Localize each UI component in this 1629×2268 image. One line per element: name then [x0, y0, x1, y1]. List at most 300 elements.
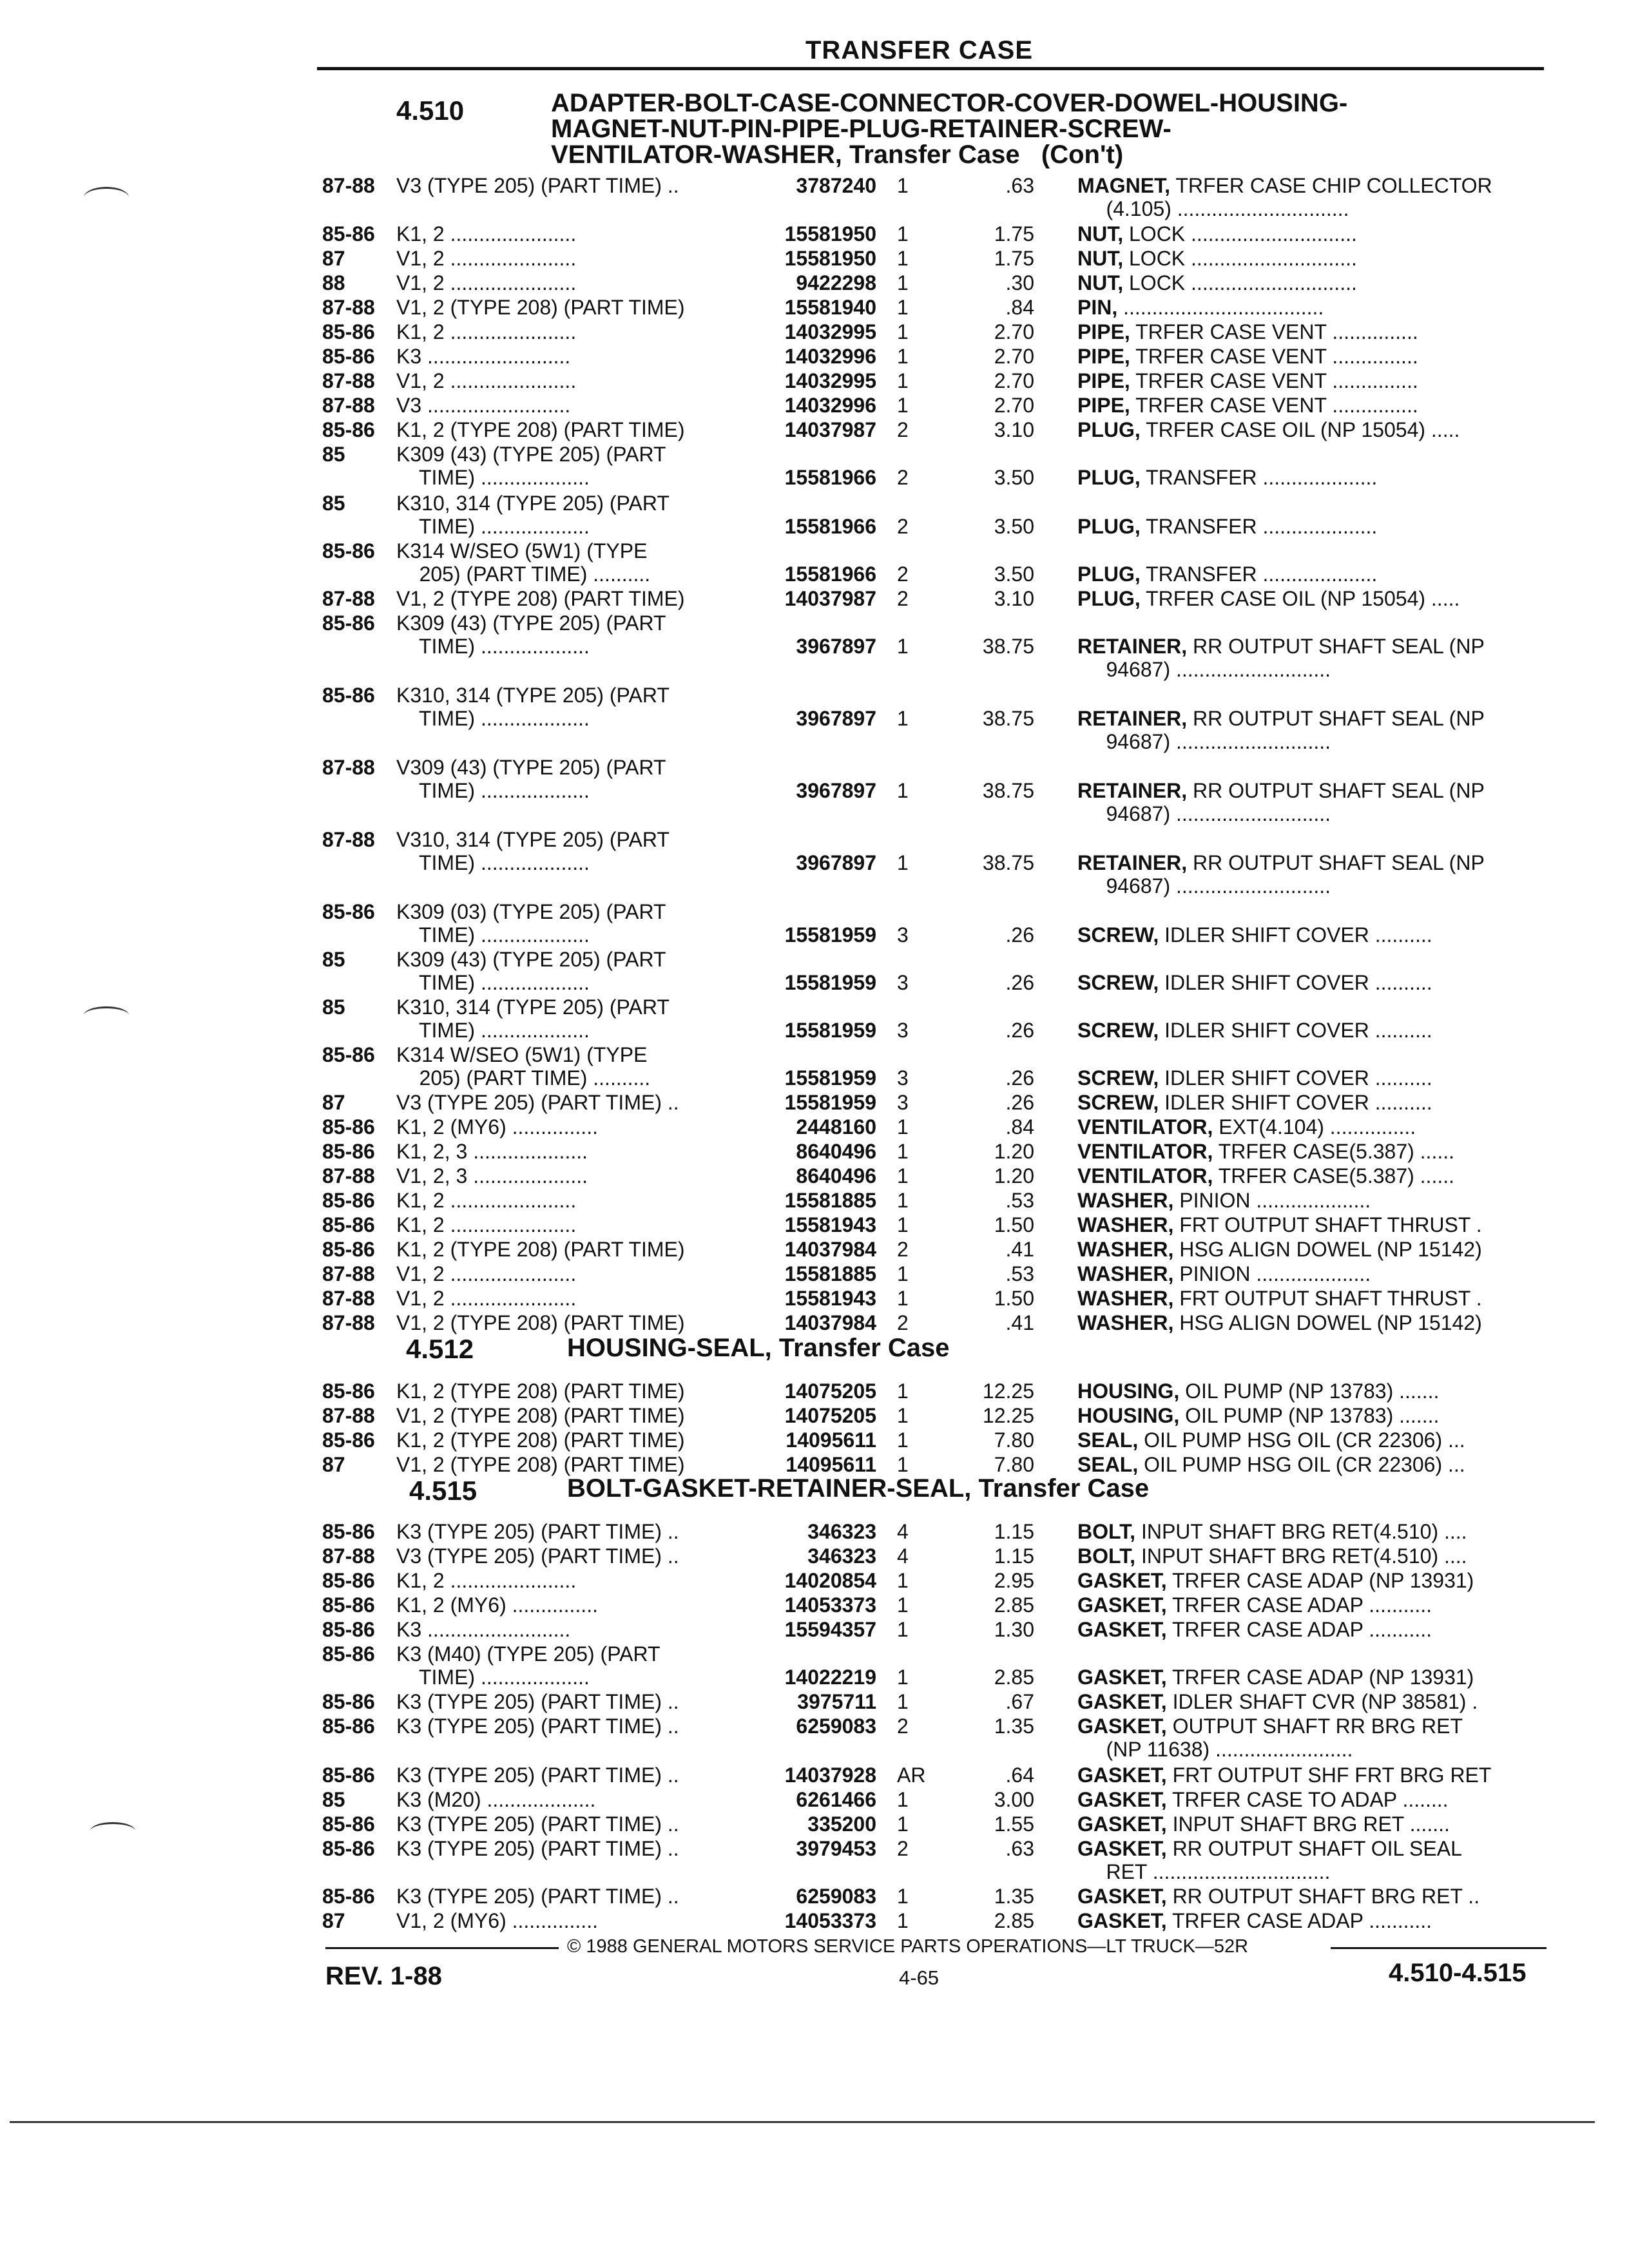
description-cell: [1077, 658, 1331, 681]
quantity: 1: [897, 1262, 909, 1285]
year-range: 85-86: [322, 1043, 375, 1066]
part-name: SCREW,: [1077, 1019, 1159, 1042]
description-cell: [1077, 1618, 1432, 1641]
model-cell: K3 (TYPE 205) (PART TIME) ..: [396, 1812, 679, 1836]
part-name: PLUG,: [1077, 587, 1141, 610]
description-cell: [1077, 1213, 1482, 1236]
model-cell: 205) (PART TIME) ..........: [396, 562, 651, 586]
quantity: 1: [897, 1189, 909, 1212]
part-name: PIPE,: [1077, 394, 1130, 417]
description-cell: [1077, 369, 1418, 392]
part-number: 8640496: [796, 1164, 876, 1187]
model-cell: K310, 314 (TYPE 205) (PART: [396, 684, 670, 707]
model-cell: TIME) ...................: [396, 1019, 590, 1042]
part-number: 14095611: [786, 1428, 876, 1452]
model-cell: TIME) ...................: [396, 851, 590, 874]
part-name: PLUG,: [1077, 562, 1141, 586]
part-name: SCREW,: [1077, 923, 1159, 947]
price: 3.50: [994, 515, 1034, 538]
quantity: 3: [897, 971, 909, 994]
part-name: GASKET,: [1077, 1909, 1167, 1932]
description-cell: [1077, 1544, 1467, 1568]
quantity: 2: [897, 1311, 909, 1334]
part-number: 14053373: [784, 1909, 876, 1932]
part-description: IDLER SHIFT COVER ..........: [1164, 971, 1432, 994]
section-title-line: BOLT-GASKET-RETAINER-SEAL,: [567, 1474, 972, 1503]
quantity: 1: [897, 1453, 909, 1476]
model-cell: V1, 2 (TYPE 208) (PART TIME): [396, 1404, 685, 1427]
part-number: 346323: [807, 1520, 876, 1543]
description-cell: [1077, 1287, 1482, 1310]
year-range: 85-86: [322, 1379, 375, 1403]
section-title-line: [551, 142, 1347, 168]
copyright: © 1988 GENERAL MOTORS SERVICE PARTS OPERATIONS—LT TRUCK—52R: [567, 1936, 1249, 1957]
model-cell: TIME) ...................: [396, 707, 590, 730]
section-title-line: ADAPTER-BOLT-CASE-CONNECTOR-COVER-DOWEL-HOUSING-: [551, 89, 1348, 117]
model-cell: K1, 2 ......................: [396, 1569, 577, 1592]
description-cell: [1077, 1262, 1371, 1285]
quantity: 1: [897, 1666, 909, 1689]
part-name: GASKET,: [1077, 1763, 1167, 1787]
quantity: 1: [897, 222, 909, 245]
description-cell: [1077, 197, 1349, 220]
part-description: LOCK .............................: [1129, 247, 1357, 270]
model-cell: K3 .........................: [396, 1618, 571, 1641]
part-number: 15581959: [784, 923, 876, 947]
part-description: TRFER CASE VENT ...............: [1135, 320, 1418, 343]
price: .26: [1005, 971, 1034, 994]
price: 7.80: [994, 1453, 1034, 1476]
model-cell: V1, 2 ......................: [396, 1287, 577, 1310]
quantity: 2: [897, 587, 909, 610]
part-description: TRANSFER ....................: [1146, 515, 1378, 538]
year-range: 87-88: [322, 587, 375, 610]
year-range: 87-88: [322, 1311, 375, 1334]
year-range: 85-86: [322, 1520, 375, 1543]
quantity: 1: [897, 174, 909, 197]
description-cell: [1077, 394, 1418, 417]
year-range: 87-88: [322, 1164, 375, 1187]
price: 3.00: [994, 1788, 1034, 1811]
price: .53: [1005, 1262, 1034, 1285]
model-cell: V310, 314 (TYPE 205) (PART: [396, 828, 670, 851]
part-number: 3967897: [796, 779, 876, 802]
year-range: 85-86: [322, 1690, 375, 1713]
part-description: PINION ....................: [1179, 1262, 1371, 1285]
description-cell: [1077, 587, 1460, 610]
part-description: LOCK .............................: [1129, 222, 1357, 245]
part-description: TRANSFER ....................: [1146, 562, 1378, 586]
year-range: 87-88: [322, 828, 375, 851]
part-description: TRFER CASE VENT ...............: [1135, 369, 1418, 392]
part-name: GASKET,: [1077, 1788, 1167, 1811]
price: .84: [1005, 1115, 1034, 1139]
part-name: RETAINER,: [1077, 707, 1188, 730]
part-number: 6259083: [796, 1715, 876, 1738]
quantity: 1: [897, 1690, 909, 1713]
description-cell: [1077, 539, 1083, 562]
year-range: 85-86: [322, 539, 375, 562]
description-cell: [1077, 271, 1357, 294]
part-number: 9422298: [796, 271, 876, 294]
description-cell: [1077, 1569, 1474, 1592]
part-number: 335200: [807, 1812, 876, 1836]
price: 1.35: [994, 1715, 1034, 1738]
quantity: 1: [897, 1428, 909, 1452]
description-cell: [1077, 1738, 1353, 1761]
page-number: 4-65: [899, 1966, 940, 1989]
part-description: OIL PUMP (NP 13783) .......: [1185, 1404, 1440, 1427]
revision: REV. 1-88: [325, 1962, 442, 1990]
description-cell: [1077, 1453, 1465, 1476]
description-cell: [1077, 1238, 1482, 1261]
part-description: INPUT SHAFT BRG RET .......: [1172, 1812, 1450, 1836]
part-name: MAGNET,: [1077, 174, 1170, 197]
description-cell: [1077, 345, 1418, 368]
quantity: 1: [897, 247, 909, 270]
quantity: 3: [897, 1019, 909, 1042]
price: 2.70: [994, 320, 1034, 343]
section-title-line: HOUSING-SEAL,: [567, 1334, 772, 1362]
part-number: 14032995: [784, 369, 876, 392]
model-cell: V1, 2 ......................: [396, 247, 577, 270]
model-cell: K3 (TYPE 205) (PART TIME) ..: [396, 1690, 679, 1713]
description-cell: [1077, 730, 1331, 753]
description-cell: [1077, 1066, 1432, 1090]
part-name: GASKET,: [1077, 1618, 1167, 1641]
model-cell: V1, 2 (TYPE 208) (PART TIME): [396, 1311, 685, 1334]
part-number: 14032996: [784, 345, 876, 368]
part-name: BOLT,: [1077, 1520, 1136, 1543]
description-cell: [1077, 851, 1485, 874]
section-title-line: MAGNET-NUT-PIN-PIPE-PLUG-RETAINER-SCREW-: [551, 115, 1171, 143]
part-name: PIN,: [1077, 296, 1118, 319]
part-name: SCREW,: [1077, 1091, 1159, 1114]
quantity: 1: [897, 707, 909, 730]
part-number: 14037984: [784, 1311, 876, 1334]
description-cell: [1077, 1520, 1467, 1543]
quantity: 1: [897, 635, 909, 658]
part-number: 15581959: [784, 1019, 876, 1042]
year-range: 85-86: [322, 1115, 375, 1139]
part-description: INPUT SHAFT BRG RET(4.510) ....: [1141, 1544, 1467, 1568]
part-description: TRFER CASE ADAP ...........: [1172, 1593, 1432, 1617]
quantity: 2: [897, 515, 909, 538]
year-range: 87-88: [322, 174, 375, 197]
description-cell: [1077, 923, 1432, 947]
description-cell: [1077, 320, 1418, 343]
description-cell: [1077, 1428, 1465, 1452]
price: .41: [1005, 1238, 1034, 1261]
part-number: 14075205: [784, 1404, 876, 1427]
section-title-suffix: Transfer Case: [778, 1334, 950, 1362]
part-number: 15581943: [784, 1287, 876, 1310]
model-cell: TIME) ...................: [396, 635, 590, 658]
part-description: TRFER CASE OIL (NP 15054) .....: [1146, 587, 1460, 610]
part-description: 94687) ...........................: [1083, 802, 1331, 825]
description-cell: [1077, 684, 1083, 707]
model-cell: TIME) ...................: [396, 971, 590, 994]
model-cell: V3 (TYPE 205) (PART TIME) ..: [396, 174, 679, 197]
part-description: TRFER CASE(5.387) ......: [1218, 1140, 1454, 1163]
part-description: OIL PUMP (NP 13783) .......: [1185, 1379, 1440, 1403]
part-name: PLUG,: [1077, 466, 1141, 489]
part-name: VENTILATOR,: [1077, 1164, 1213, 1187]
model-cell: TIME) ...................: [396, 779, 590, 802]
description-cell: [1077, 296, 1324, 319]
description-cell: [1077, 1642, 1083, 1666]
part-description: EXT(4.104) ...............: [1219, 1115, 1416, 1139]
section-range: 4.510-4.515: [1389, 1959, 1527, 1987]
description-cell: [1077, 635, 1485, 658]
part-description: RR OUTPUT SHAFT SEAL (NP: [1192, 851, 1485, 874]
model-cell: K3 (TYPE 205) (PART TIME) ..: [396, 1885, 679, 1908]
part-description: IDLER SHIFT COVER ..........: [1164, 1066, 1432, 1090]
part-number: 6261466: [796, 1788, 876, 1811]
description-cell: [1077, 1091, 1432, 1114]
part-name: PIPE,: [1077, 369, 1130, 392]
price: .30: [1005, 271, 1034, 294]
description-cell: [1077, 802, 1331, 825]
part-name: GASKET,: [1077, 1837, 1167, 1860]
part-name: SEAL,: [1077, 1428, 1139, 1452]
model-cell: K3 .........................: [396, 345, 571, 368]
price: 1.20: [994, 1164, 1034, 1187]
description-cell: [1077, 222, 1357, 245]
part-name: PLUG,: [1077, 515, 1141, 538]
part-number: 15594357: [784, 1618, 876, 1641]
model-cell: K309 (43) (TYPE 205) (PART: [396, 443, 666, 466]
description-cell: [1077, 1140, 1454, 1163]
quantity: 1: [897, 1909, 909, 1932]
quantity: 1: [897, 296, 909, 319]
section-title-suffix: Transfer Case: [978, 1474, 1150, 1503]
year-range: 87: [322, 1453, 345, 1476]
section-title: [551, 90, 1347, 168]
section-title: [567, 1475, 1149, 1501]
model-cell: V1, 2 (TYPE 208) (PART TIME): [396, 296, 685, 319]
part-description: OUTPUT SHAFT RR BRG RET: [1172, 1715, 1463, 1738]
quantity: 3: [897, 1091, 909, 1114]
description-cell: [1077, 1715, 1463, 1738]
description-cell: [1077, 418, 1460, 441]
part-number: 15581966: [784, 562, 876, 586]
description-cell: [1077, 1860, 1330, 1883]
part-number: 14095611: [786, 1453, 876, 1476]
section-title-line: VENTILATOR-WASHER,: [551, 140, 842, 169]
description-cell: [1077, 779, 1485, 802]
quantity: 2: [897, 1715, 909, 1738]
part-name: SEAL,: [1077, 1453, 1139, 1476]
part-name: VENTILATOR,: [1077, 1115, 1213, 1139]
description-cell: [1077, 828, 1083, 851]
year-range: 85-86: [322, 1140, 375, 1163]
part-name: SCREW,: [1077, 971, 1159, 994]
description-cell: [1077, 1043, 1083, 1066]
part-description: FRT OUTPUT SHAFT THRUST .: [1179, 1287, 1482, 1310]
quantity: 1: [897, 779, 909, 802]
price: .26: [1005, 923, 1034, 947]
part-number: 14020854: [784, 1569, 876, 1592]
price: 1.55: [994, 1812, 1034, 1836]
part-number: 14037987: [784, 418, 876, 441]
part-name: WASHER,: [1077, 1213, 1174, 1236]
model-cell: K309 (43) (TYPE 205) (PART: [396, 611, 666, 635]
price: 38.75: [982, 635, 1034, 658]
part-description: FRT OUTPUT SHF FRT BRG RET: [1172, 1763, 1492, 1787]
year-range: 85: [322, 1788, 345, 1811]
model-cell: V1, 2 (TYPE 208) (PART TIME): [396, 1453, 685, 1476]
part-description: LOCK .............................: [1129, 271, 1357, 294]
quantity: 2: [897, 1837, 909, 1860]
year-range: 87-88: [322, 756, 375, 779]
part-number: 6259083: [796, 1885, 876, 1908]
price: 1.75: [994, 247, 1034, 270]
price: 2.95: [994, 1569, 1034, 1592]
part-description: TRFER CASE(5.387) ......: [1218, 1164, 1454, 1187]
price: 38.75: [982, 779, 1034, 802]
year-range: 85-86: [322, 1569, 375, 1592]
description-cell: [1077, 1812, 1450, 1836]
year-range: 85-86: [322, 222, 375, 245]
quantity: 1: [897, 345, 909, 368]
part-name: PLUG,: [1077, 418, 1141, 441]
description-cell: [1077, 756, 1083, 779]
price: .63: [1005, 174, 1034, 197]
price: 1.35: [994, 1885, 1034, 1908]
description-cell: [1077, 1763, 1491, 1787]
description-cell: [1077, 948, 1083, 971]
price: 12.25: [982, 1379, 1034, 1403]
part-number: 15581966: [784, 466, 876, 489]
model-cell: V1, 2 (MY6) ...............: [396, 1909, 598, 1932]
quantity: 2: [897, 418, 909, 441]
header-rule: [317, 67, 1544, 70]
price: .64: [1005, 1763, 1034, 1787]
description-cell: [1077, 562, 1377, 586]
part-name: GASKET,: [1077, 1885, 1167, 1908]
model-cell: K3 (TYPE 205) (PART TIME) ..: [396, 1763, 679, 1787]
part-name: WASHER,: [1077, 1287, 1174, 1310]
model-cell: TIME) ...................: [396, 466, 590, 489]
price: 1.30: [994, 1618, 1034, 1641]
description-cell: [1077, 1885, 1480, 1908]
description-cell: [1077, 247, 1357, 270]
part-name: HOUSING,: [1077, 1379, 1180, 1403]
section-title-suffix: Transfer Case (Con't): [849, 140, 1124, 169]
model-cell: TIME) ...................: [396, 515, 590, 538]
part-name: BOLT,: [1077, 1544, 1136, 1568]
quantity: 1: [897, 1404, 909, 1427]
part-name: VENTILATOR,: [1077, 1140, 1213, 1163]
quantity: 1: [897, 1379, 909, 1403]
part-number: 14037987: [784, 587, 876, 610]
part-number: 8640496: [796, 1140, 876, 1163]
quantity: 4: [897, 1520, 909, 1543]
year-range: 85-86: [322, 1812, 375, 1836]
part-description: OIL PUMP HSG OIL (CR 22306) ...: [1144, 1453, 1465, 1476]
quantity: 1: [897, 394, 909, 417]
price: 2.70: [994, 345, 1034, 368]
year-range: 85: [322, 443, 345, 466]
part-number: 14037984: [784, 1238, 876, 1261]
price: 12.25: [982, 1404, 1034, 1427]
part-name: GASKET,: [1077, 1812, 1167, 1836]
part-description: RR OUTPUT SHAFT BRG RET ..: [1172, 1885, 1480, 1908]
year-range: 85: [322, 492, 345, 515]
quantity: AR: [897, 1763, 926, 1787]
part-description: IDLER SHIFT COVER ..........: [1164, 1091, 1432, 1114]
part-name: GASKET,: [1077, 1715, 1167, 1738]
description-cell: [1077, 1837, 1462, 1860]
part-name: GASKET,: [1077, 1666, 1167, 1689]
description-cell: [1077, 1115, 1416, 1139]
part-description: TRFER CASE ADAP (NP 13931): [1172, 1666, 1474, 1689]
year-range: 87-88: [322, 1287, 375, 1310]
part-description: FRT OUTPUT SHAFT THRUST .: [1179, 1213, 1482, 1236]
quantity: 1: [897, 1593, 909, 1617]
year-range: 85-86: [322, 1642, 375, 1666]
model-cell: V1, 2 ......................: [396, 271, 577, 294]
part-name: GASKET,: [1077, 1569, 1167, 1592]
footer-rule-left: [325, 1947, 559, 1949]
bottom-scan-line: [10, 2121, 1595, 2123]
year-range: 87-88: [322, 296, 375, 319]
quantity: 1: [897, 1140, 909, 1163]
price: .67: [1005, 1690, 1034, 1713]
page-title: TRANSFER CASE: [805, 36, 1034, 64]
price: 1.15: [994, 1544, 1034, 1568]
part-number: 15581940: [784, 296, 876, 319]
part-description: TRANSFER ....................: [1146, 466, 1378, 489]
part-number: 3967897: [796, 851, 876, 874]
price: 3.10: [994, 587, 1034, 610]
model-cell: K1, 2 (MY6) ...............: [396, 1593, 598, 1617]
part-description: TRFER CASE CHIP COLLECTOR: [1175, 174, 1492, 197]
part-number: 14032996: [784, 394, 876, 417]
model-cell: K314 W/SEO (5W1) (TYPE: [396, 1043, 648, 1066]
model-cell: K1, 2 (TYPE 208) (PART TIME): [396, 1428, 685, 1452]
part-description: RR OUTPUT SHAFT SEAL (NP: [1192, 635, 1485, 658]
year-range: 85-86: [322, 684, 375, 707]
model-cell: K1, 2 (TYPE 208) (PART TIME): [396, 1379, 685, 1403]
quantity: 1: [897, 1213, 909, 1236]
description-cell: [1077, 1788, 1449, 1811]
model-cell: K1, 2, 3 ....................: [396, 1140, 588, 1163]
part-description: TRFER CASE OIL (NP 15054) .....: [1146, 418, 1460, 441]
quantity: 1: [897, 1618, 909, 1641]
part-number: 15581943: [784, 1213, 876, 1236]
year-range: 85-86: [322, 345, 375, 368]
model-cell: V3 (TYPE 205) (PART TIME) ..: [396, 1091, 679, 1114]
year-range: 85-86: [322, 1618, 375, 1641]
model-cell: K309 (43) (TYPE 205) (PART: [396, 948, 666, 971]
model-cell: K1, 2 (TYPE 208) (PART TIME): [396, 1238, 685, 1261]
part-description: TRFER CASE VENT ...............: [1135, 345, 1418, 368]
description-cell: [1077, 515, 1377, 538]
part-name: RETAINER,: [1077, 635, 1188, 658]
part-number: 3975711: [797, 1690, 876, 1713]
quantity: 1: [897, 369, 909, 392]
part-name: NUT,: [1077, 222, 1124, 245]
model-cell: K1, 2 (TYPE 208) (PART TIME): [396, 418, 685, 441]
part-name: NUT,: [1077, 247, 1124, 270]
quantity: 4: [897, 1544, 909, 1568]
year-range: 87-88: [322, 1544, 375, 1568]
part-description: PINION ....................: [1179, 1189, 1371, 1212]
model-cell: K3 (M20) ...................: [396, 1788, 596, 1811]
price: .26: [1005, 1091, 1034, 1114]
